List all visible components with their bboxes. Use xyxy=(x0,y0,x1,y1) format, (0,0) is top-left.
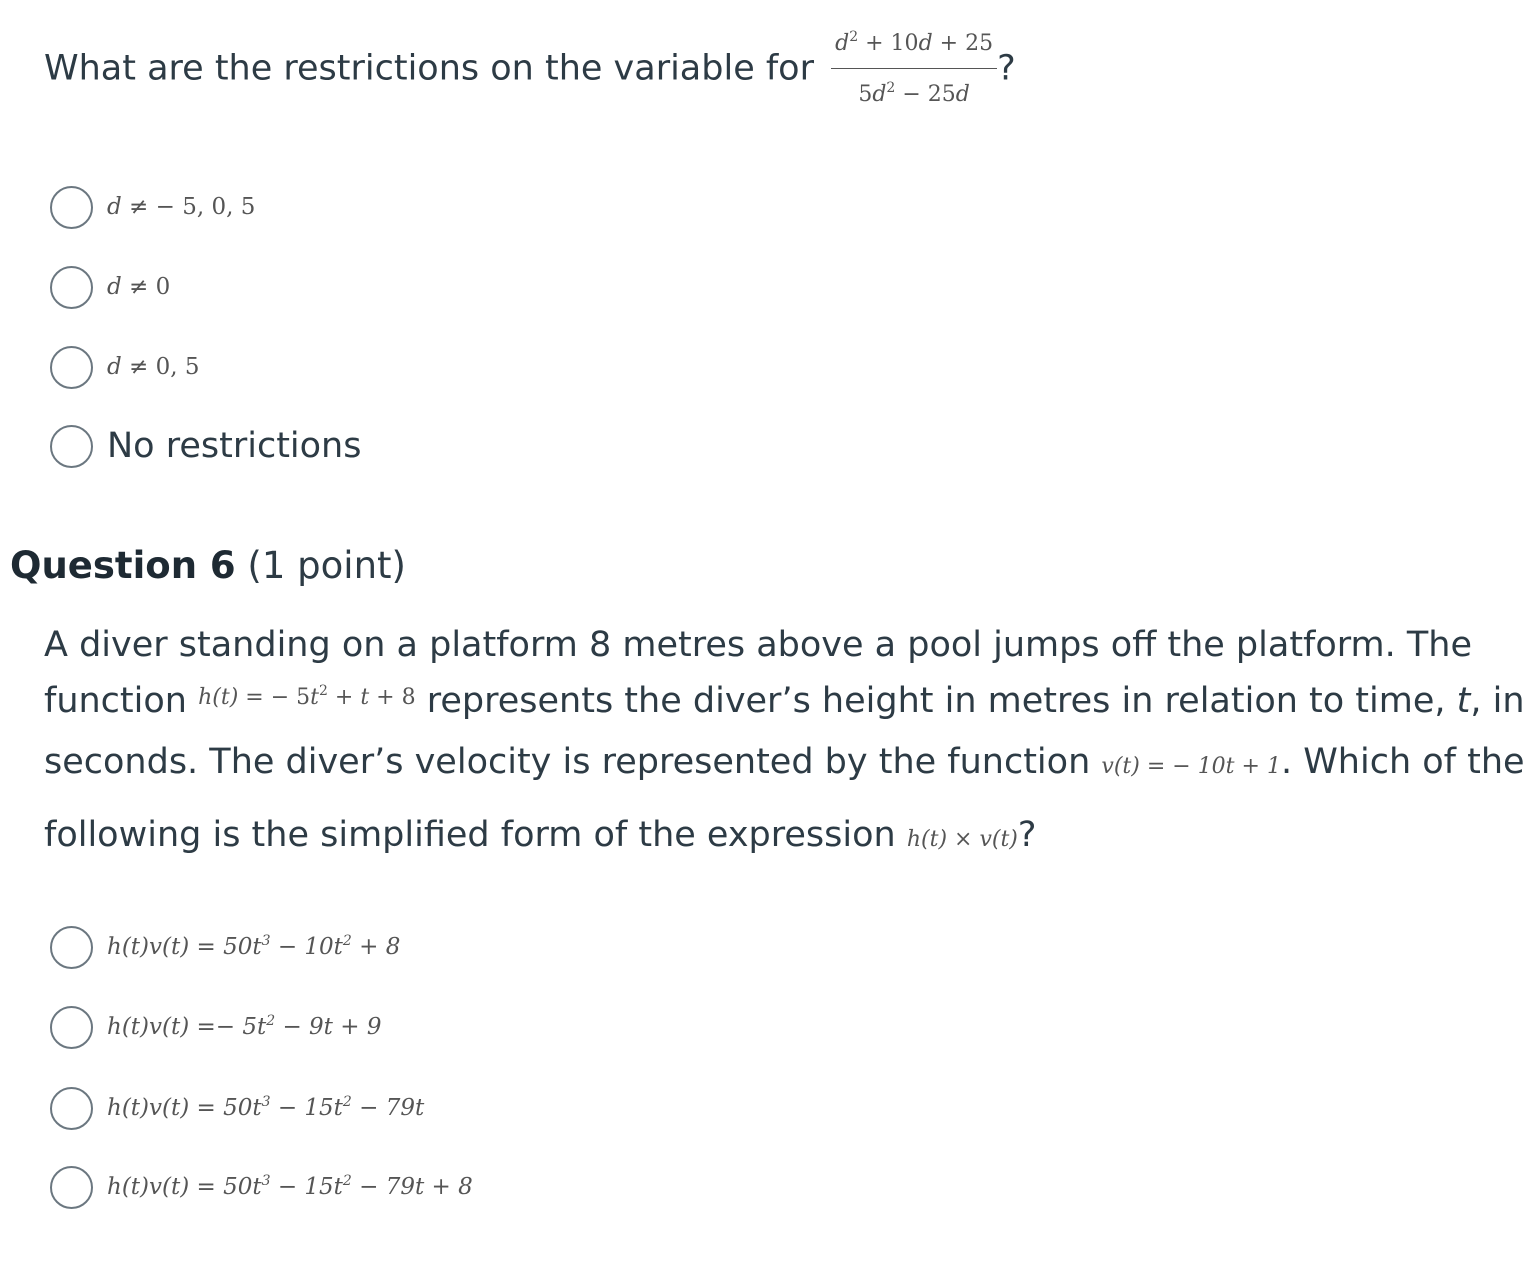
prompt-line-2: function $^{h(t) = - 5t^2 + t + 8}$ represents the diver’s height in metres in relation to time, t, in xyxy=(44,681,1525,721)
q6-option-2[interactable] xyxy=(50,1004,381,1050)
option-label: $h(t)v(t) = 50t^3 - 10t^2 + 8$ xyxy=(107,933,401,960)
prompt-line-1: A diver standing on a platform 8 metres above a pool jumps off the platform. The xyxy=(44,625,1472,665)
q6-option-3[interactable] xyxy=(50,1085,424,1131)
q5-option-1[interactable] xyxy=(50,184,255,230)
option-label: $h(t)v(t) = 50t^3 - 15t^2 - 79t + 8$ xyxy=(107,1173,473,1200)
radio-button[interactable] xyxy=(50,926,93,969)
fraction-numerator: $d^2 + 10d + 25$ xyxy=(831,22,997,69)
q5-option-2[interactable] xyxy=(50,264,170,310)
question-points: (1 point) xyxy=(235,544,406,587)
option-label: d ≠ 0 xyxy=(107,274,171,300)
radio-button[interactable] xyxy=(50,425,93,468)
option-label: $h(t)v(t) = 50t^3 - 15t^2 - 79t$ xyxy=(107,1094,425,1121)
option-label: $h(t)v(t) =- 5t^2 - 9t + 9$ xyxy=(107,1013,382,1040)
q5-option-3[interactable] xyxy=(50,344,200,390)
radio-button[interactable] xyxy=(50,186,93,229)
prompt-line-3: seconds. The diver’s velocity is represented by the function v(t) = − 10t + 1. Which of the xyxy=(44,742,1525,782)
product-expression: h(t) × v(t) xyxy=(906,827,1018,852)
radio-button[interactable] xyxy=(50,1006,93,1049)
question-6-heading xyxy=(10,544,406,587)
q6-option-1[interactable] xyxy=(50,924,400,970)
option-label: No restrictions xyxy=(107,426,362,466)
option-label: d ≠ 0, 5 xyxy=(107,354,200,380)
option-label: d ≠ − 5, 0, 5 xyxy=(107,194,256,220)
q6-option-4[interactable] xyxy=(50,1164,473,1210)
radio-button[interactable] xyxy=(50,346,93,389)
fraction-denominator: $5d^2 - 25d$ xyxy=(858,80,970,107)
velocity-function: v(t) = − 10t + 1 xyxy=(1101,754,1281,779)
question-5-prompt xyxy=(44,22,1016,117)
question-6-prompt xyxy=(44,617,1525,868)
prompt-question-mark: ? xyxy=(997,48,1016,89)
radio-button[interactable] xyxy=(50,1166,93,1209)
height-function: h(t) = − 5t2 + t + 8 xyxy=(198,683,416,710)
question-title: Question 6 xyxy=(10,544,236,587)
prompt-text: What are the restrictions on the variable for xyxy=(44,48,814,89)
radio-button[interactable] xyxy=(50,266,93,309)
prompt-line-4: following is the simplified form of the expression h(t) × v(t)? xyxy=(44,815,1037,855)
radio-button[interactable] xyxy=(50,1087,93,1130)
q5-option-4[interactable] xyxy=(50,423,361,469)
rational-expression xyxy=(831,22,997,117)
